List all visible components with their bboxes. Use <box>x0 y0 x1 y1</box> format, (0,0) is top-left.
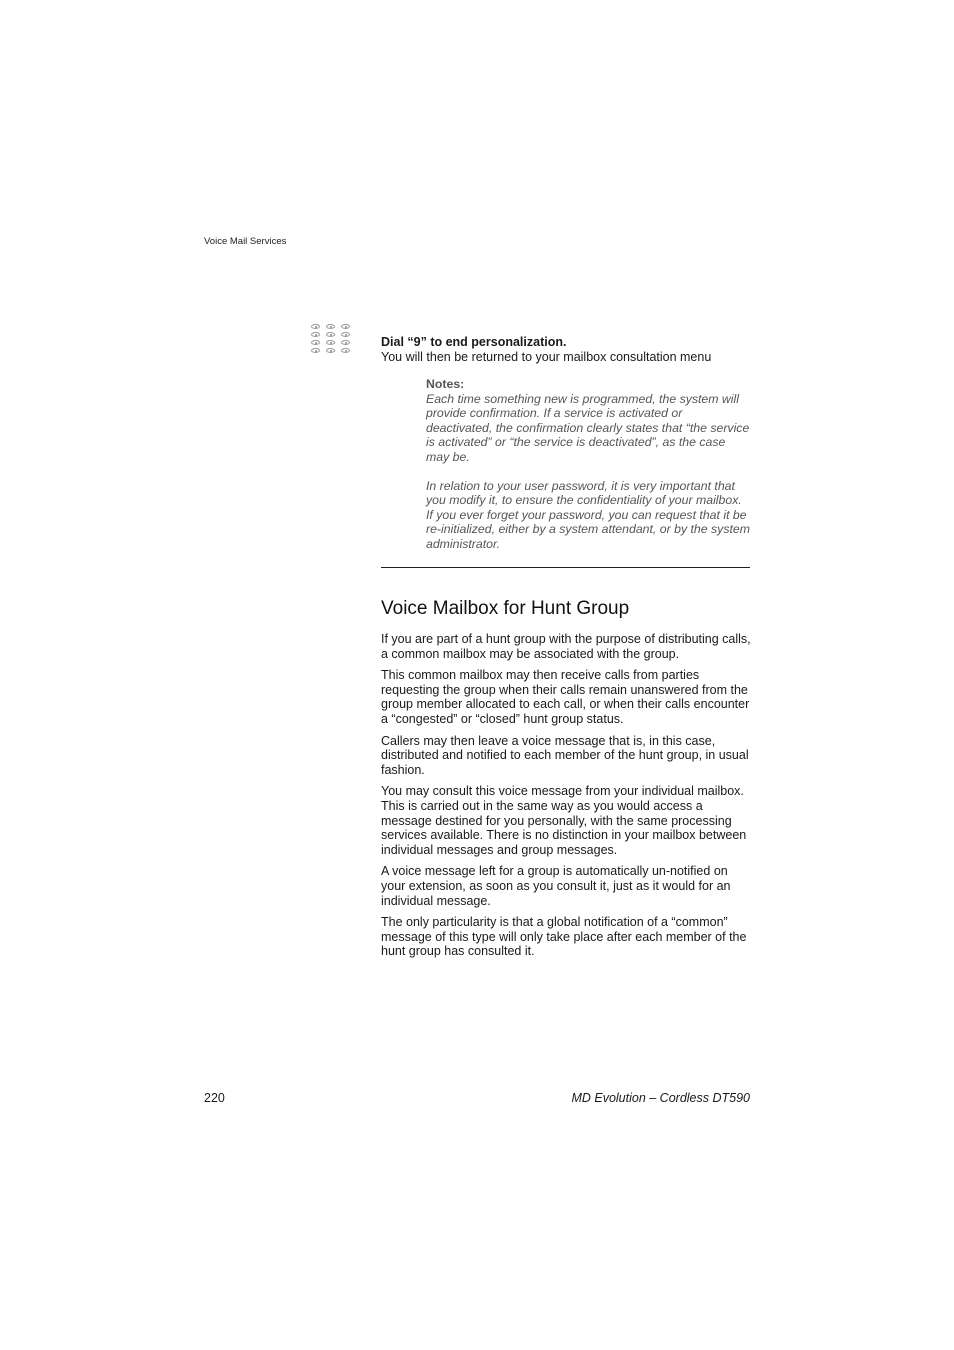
keypad-key <box>326 332 335 337</box>
keypad-key <box>326 348 335 353</box>
keypad-key <box>311 340 320 345</box>
body-paragraph: A voice message left for a group is automatically un-notified on your extension, as soon as you consult it, just as it would for an individual message. <box>381 864 731 908</box>
keypad-key <box>341 324 350 329</box>
instruction-title: Dial “9” to end personalization. <box>381 335 567 349</box>
section-body <box>381 632 751 966</box>
notes-title: Notes: <box>426 377 465 391</box>
keypad-key <box>341 340 350 345</box>
keypad-key <box>311 332 320 337</box>
notes-block <box>426 377 751 552</box>
keypad-icon <box>310 323 352 355</box>
section-title: Voice Mailbox for Hunt Group <box>381 598 630 619</box>
keypad-key <box>311 348 320 353</box>
body-paragraph: This common mailbox may then receive calls from parties requesting the group when their calls remain unanswered from the group member allocated to each call, or when their calls encounter a “congested” or “closed” hunt group status. <box>381 668 750 726</box>
running-header: Voice Mail Services <box>204 236 287 247</box>
instruction-block <box>381 335 751 365</box>
keypad-key <box>311 324 320 329</box>
document-title: MD Evolution – Cordless DT590 <box>571 1091 750 1105</box>
section-divider <box>381 567 750 568</box>
body-paragraph: Callers may then leave a voice message that is, in this case, distributed and notified to each member of the hunt group, in usual fashion. <box>381 733 749 777</box>
keypad-key <box>341 332 350 337</box>
keypad-key <box>326 324 335 329</box>
body-paragraph: The only particularity is that a global notification of a “common” message of this type will only take place after each member of the hunt group has consulted it. <box>381 915 747 959</box>
instruction-text: You will then be returned to your mailbox consultation menu <box>381 350 712 364</box>
note-paragraph: Each time something new is programmed, the system will provide confirmation. If a service is activated or deactivated, the confirmation clearly states that “the service is activated” or “the service is deactivated”, as the case may be. <box>426 391 750 464</box>
body-paragraph: If you are part of a hunt group with the purpose of distributing calls, a common mailbox may be associated with the group. <box>381 632 751 661</box>
page-number: 220 <box>204 1091 225 1105</box>
body-paragraph: You may consult this voice message from your individual mailbox. This is carried out in the same way as you would access a message destined for you personally, with the same processing services available. There is no distinction in your mailbox between individual messages and group messages. <box>381 784 747 857</box>
keypad-key <box>326 340 335 345</box>
note-paragraph: In relation to your user password, it is very important that you modify it, to ensure the confidentiality of your mailbox. If you ever forget your password, you can request that it be re-initialized, either by a system attendant, or by the system administrator. <box>426 478 750 551</box>
keypad-key <box>341 348 350 353</box>
